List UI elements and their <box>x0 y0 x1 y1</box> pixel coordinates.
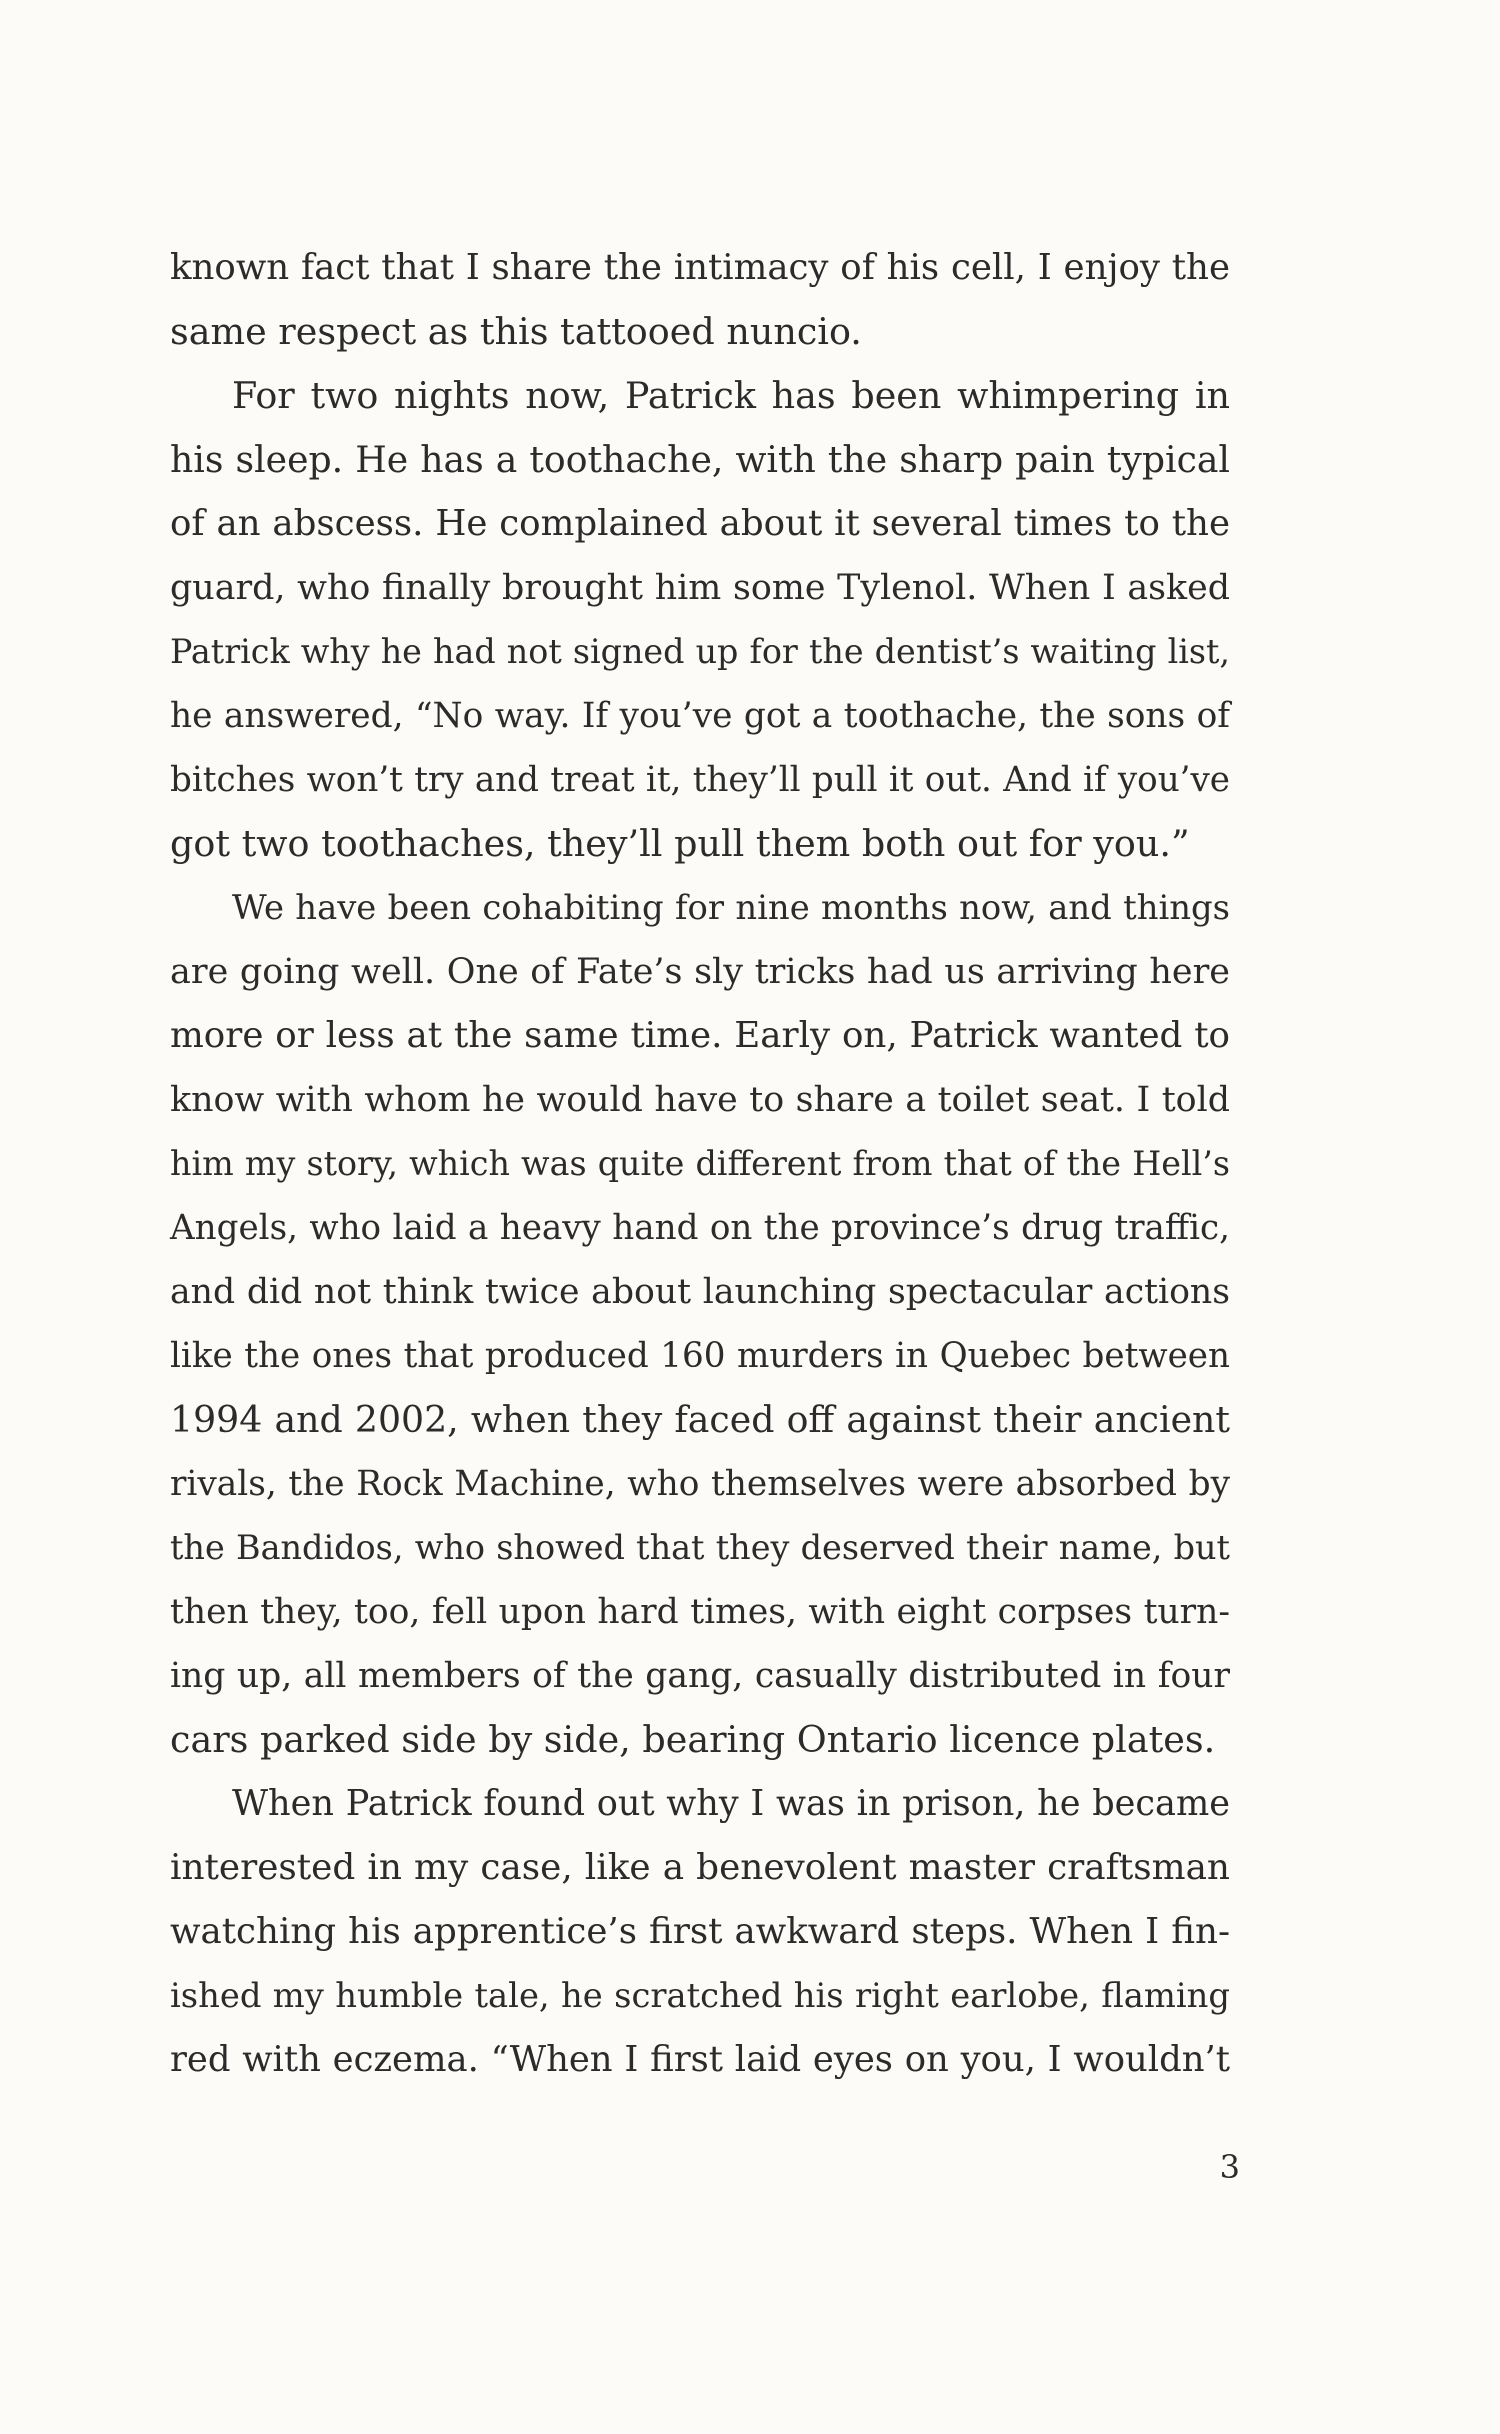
text-line: same respect as this tattooed nuncio. <box>170 310 862 353</box>
text-line: known fact that I share the intimacy of his cell, I enjoy the <box>170 247 1230 288</box>
text-line: When Patrick found out why I was in prison, he became <box>232 1783 1230 1824</box>
text-line: bitches won’t try and treat it, they’ll pull it out. And if you’ve <box>170 760 1230 800</box>
text-line: Patrick why he had not signed up for the dentist’s waiting list, <box>170 632 1230 671</box>
text-line: We have been cohabiting for nine months now, and things <box>232 888 1230 927</box>
text-line: interested in my case, like a benevolent master craftsman <box>170 1847 1230 1888</box>
text-line: cars parked side by side, bearing Ontario licence plates. <box>170 1718 1216 1761</box>
text-line: red with eczema. “When I first laid eyes on you, I wouldn’t <box>170 2039 1230 2080</box>
text-line: of an abscess. He complained about it several times to the <box>170 503 1230 544</box>
text-line: guard, who finally brought him some Tylenol. When I asked <box>170 568 1230 608</box>
text-line: For two nights now, Patrick has been whimpering in <box>232 374 1230 417</box>
text-line: Angels, who laid a heavy hand on the province’s drug traffic, <box>170 1208 1230 1248</box>
text-line: him my story, which was quite different from that of the Hell’s <box>170 1144 1230 1183</box>
text-line: more or less at the same time. Early on, Patrick wanted to <box>170 1015 1230 1056</box>
text-line: watching his apprentice’s first awkward steps. When I fin- <box>170 1911 1230 1952</box>
text-line: and did not think twice about launching spectacular actions <box>170 1272 1230 1312</box>
text-line: then they, too, fell upon hard times, with eight corpses turn- <box>170 1592 1230 1632</box>
text-line: know with whom he would have to share a toilet seat. I told <box>170 1080 1230 1120</box>
text-line: are going well. One of Fate’s sly tricks had us arriving here <box>170 952 1230 992</box>
text-line: like the ones that produced 160 murders in Quebec between <box>170 1336 1230 1376</box>
text-line: rivals, the Rock Machine, who themselves were absorbed by <box>170 1464 1230 1504</box>
text-line: he answered, “No way. If you’ve got a toothache, the sons of <box>170 696 1230 736</box>
text-line: ing up, all members of the gang, casually distributed in four <box>170 1656 1230 1696</box>
text-line: ished my humble tale, he scratched his right earlobe, flaming <box>170 1976 1230 2015</box>
text-line: his sleep. He has a toothache, with the sharp pain typical <box>170 438 1230 481</box>
page-number: 3 <box>1219 2148 1240 2186</box>
text-line: the Bandidos, who showed that they deserved their name, but <box>170 1528 1230 1567</box>
text-line: 1994 and 2002, when they faced off against their ancient <box>170 1398 1230 1441</box>
text-line: got two toothaches, they’ll pull them both out for you.” <box>170 822 1190 865</box>
